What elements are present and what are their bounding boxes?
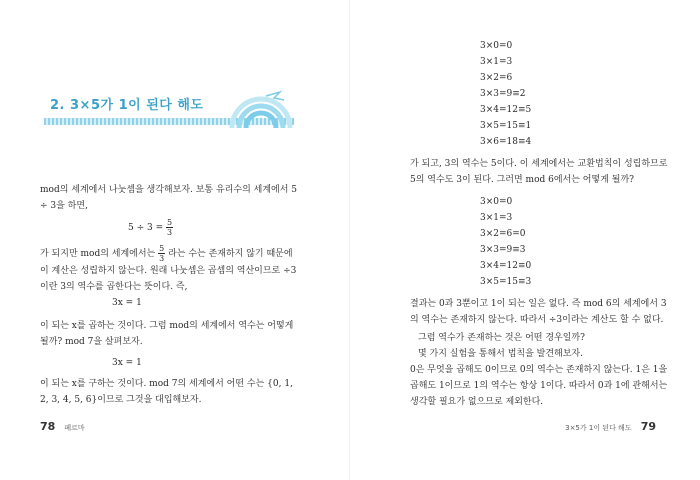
page-footer — [561, 415, 656, 434]
running-head: 3×5가 1이 된다 해도 — [565, 424, 632, 432]
equation-lhs: 5 ÷ 3 = — [128, 223, 164, 233]
text-run: 가 되지만 mod의 세계에서는 — [40, 249, 156, 259]
equation-line: 3×5=15≡1 — [480, 121, 532, 131]
equation-line: 3×1=3 — [480, 57, 513, 67]
fraction — [166, 218, 173, 237]
paragraph: 이 되는 x를 곱하는 것이다. 그럼 mod의 세계에서 역수는 어떻게 될까? mod 7을 살펴보자. — [40, 321, 294, 347]
equation-line: 3×2=6 — [480, 73, 513, 83]
equation: 3x = 1 — [112, 298, 142, 308]
page-number: 78 — [40, 420, 56, 433]
paragraph: mod의 세계에서 나눗셈을 생각해보자. 보통 유리수의 세계에서 5 ÷ 3을 하면, — [40, 185, 297, 211]
equation-line: 3×4=12≡5 — [480, 105, 532, 115]
equation-line: 3×3=9≡2 — [480, 89, 526, 99]
equation-list — [480, 38, 531, 150]
equation-line: 3×0=0 — [480, 41, 513, 51]
equation-line: 3×0=0 — [480, 197, 513, 207]
equation-line: 3×5=15≡3 — [480, 277, 532, 287]
fraction-denominator: 3 — [167, 228, 173, 237]
paragraph: 몇 가지 실험을 통해서 법칙을 발견해보자. — [418, 349, 583, 359]
paragraph: 가 되고, 3의 역수는 5이다. 이 세계에서는 교환법칙이 성립하므로 5의 역수도 3이 된다. 그러면 mod 6에서는 어떻게 될까? — [410, 159, 668, 185]
fraction-denominator: 3 — [159, 254, 165, 263]
fraction-numerator: 5 — [167, 218, 173, 227]
page-footer — [40, 415, 89, 434]
paragraph: 결과는 0과 3뿐이고 1이 되는 일은 없다. 즉 mod 6의 세계에서 3의 역수는 존재하지 않는다. 따라서 ÷3이라는 계산도 할 수 없다. — [410, 299, 667, 325]
section-title: 2. 3×5가 1이 된다 해도 — [50, 98, 204, 113]
equation-line: 3×3=9≡3 — [480, 245, 526, 255]
running-head: 페르마 — [64, 424, 85, 432]
rainbow-icon — [228, 90, 294, 130]
text-run: 라는 수는 존재하지 않기 때문에 이 계산은 성립하지 않는다. 원래 나눗셈은 곱셈의 역산이므로 ÷3이란 3의 역수를 곱한다는 뜻이다. 즉, — [40, 249, 297, 292]
paragraph: 0은 무엇을 곱해도 0이므로 0의 역수는 존재하지 않는다. 1은 1을 곱해도 1이므로 1의 역수는 항상 1이다. 따라서 0과 1에 관해서는 생각할 필요가 없으므로 제외한다. — [410, 365, 668, 407]
equation-line: 3×4=12≡0 — [480, 261, 532, 271]
inline-fraction — [158, 244, 165, 263]
equation: 3x = 1 — [112, 358, 142, 368]
equation — [128, 218, 173, 237]
right-page — [350, 0, 700, 480]
equation-line: 3×1=3 — [480, 213, 513, 223]
equation-line: 3×6=18≡4 — [480, 137, 532, 147]
equation-list — [480, 194, 531, 290]
paragraph — [40, 244, 302, 295]
page-number: 79 — [640, 420, 656, 433]
equation-line: 3×2=6=0 — [480, 229, 526, 239]
fraction-numerator: 5 — [159, 244, 165, 253]
paragraph: 그럼 역수가 존재하는 것은 어떤 경우일까? — [418, 333, 585, 343]
paragraph: 이 되는 x를 구하는 것이다. mod 7의 세계에서 어떤 수는 {0, 1, 2, 3, 4, 5, 6}이므로 그것을 대입해보자. — [40, 379, 293, 405]
